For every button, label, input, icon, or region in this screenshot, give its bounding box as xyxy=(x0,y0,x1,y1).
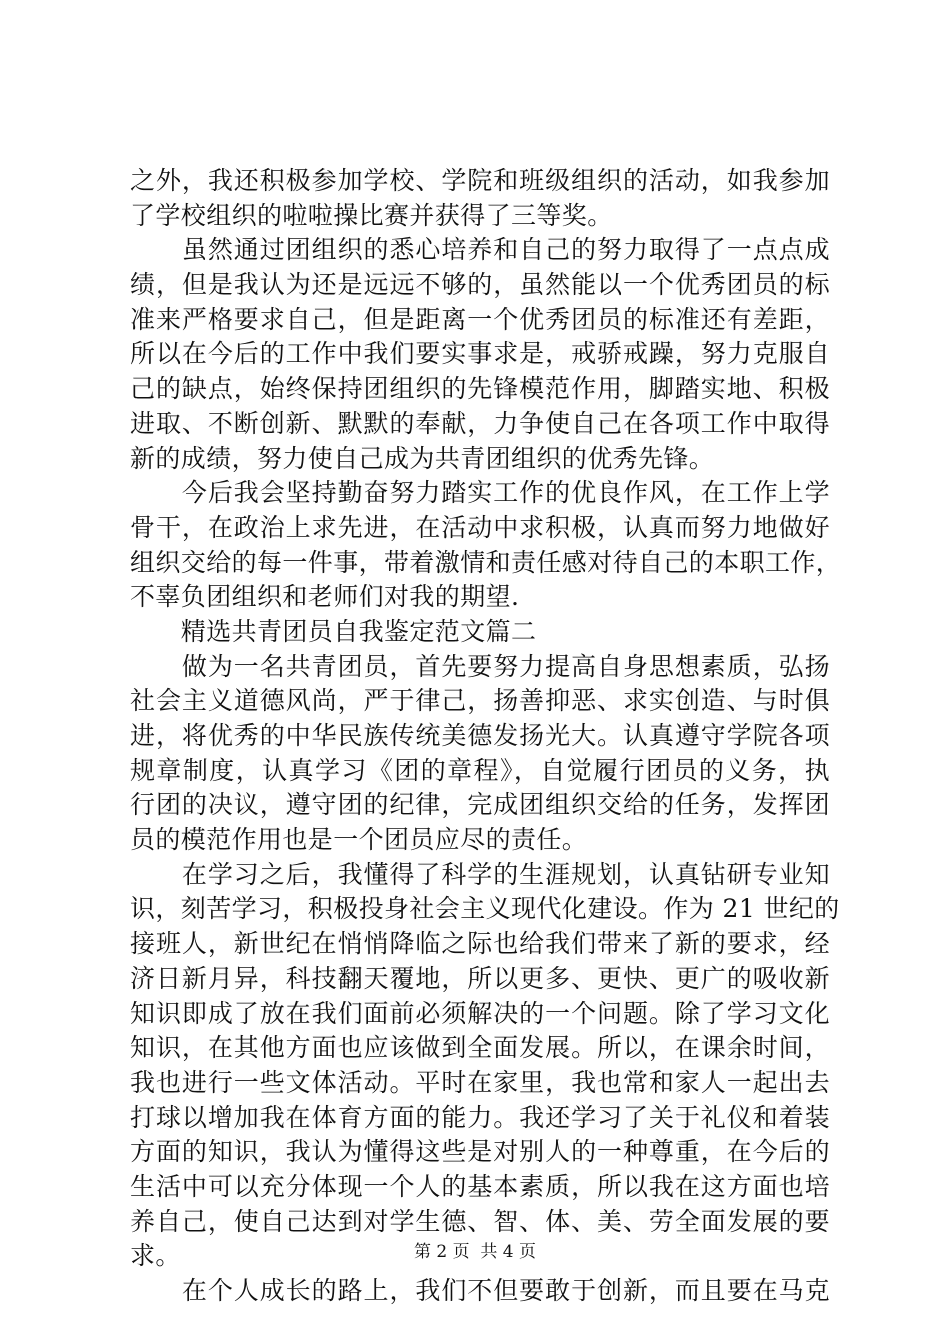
text-line: 识，刻苦学习，积极投身社会主义现代化建设。作为 21 世纪的 xyxy=(130,894,840,924)
page-footer xyxy=(0,1240,950,1264)
text-line: 养自己，使自己达到对学生德、智、体、美、劳全面发展的要 xyxy=(130,1206,830,1236)
text-line: 知识即成了放在我们面前必须解决的一个问题。除了学习文化 xyxy=(130,998,830,1028)
text-line: 进取、不断创新、默默的奉献，力争使自己在各项工作中取得 xyxy=(130,408,830,438)
body-text xyxy=(130,164,842,1309)
text-line: 骨干，在政治上求先进，在活动中求积极，认真而努力地做好 xyxy=(130,512,830,542)
text-line: 打球以增加我在体育方面的能力。我还学习了关于礼仪和着装 xyxy=(130,1102,830,1132)
text-line: 社会主义道德风尚，严于律己，扬善抑恶、求实创造、与时俱 xyxy=(130,686,830,716)
text-line: 济日新月异，科技翻天覆地，所以更多、更快、更广的吸收新 xyxy=(130,963,830,993)
text-line: 进，将优秀的中华民族传统美德发扬光大。认真遵守学院各项 xyxy=(130,721,830,750)
text-line: 行团的决议，遵守团的纪律，完成团组织交给的任务，发挥团 xyxy=(130,790,830,820)
text-line: 在学习之后，我懂得了科学的生涯规划，认真钻研专业知 xyxy=(130,859,830,889)
text-line: 员的模范作用也是一个团员应尽的责任。 xyxy=(130,825,588,855)
text-line: 组织交给的每一件事，带着激情和责任感对待自己的本职工作， xyxy=(130,547,842,577)
text-line: 我也进行一些文体活动。平时在家里，我也常和家人一起出去 xyxy=(130,1067,830,1097)
text-line: 规章制度，认真学习《团的章程》，自觉履行团员的义务，执 xyxy=(130,755,830,785)
text-line: 虽然通过团组织的悉心培养和自己的努力取得了一点点成 xyxy=(130,235,830,265)
text-line: 所以在今后的工作中我们要实事求是，戒骄戒躁，努力克服自 xyxy=(130,339,830,369)
text-line: 今后我会坚持勤奋努力踏实工作的优良作风，在工作上学 xyxy=(130,478,830,508)
text-line: 生活中可以充分体现一个人的基本素质，所以我在这方面也培 xyxy=(130,1171,830,1201)
text-line: 方面的知识，我认为懂得这些是对别人的一种尊重，在今后的 xyxy=(130,1137,830,1167)
text-line: 接班人，新世纪在悄悄降临之际也给我们带来了新的要求，经 xyxy=(130,929,830,959)
text-line: 己的缺点，始终保持团组织的先锋模范作用，脚踏实地、积极 xyxy=(130,374,830,404)
text-line: 不辜负团组织和老师们对我的期望. xyxy=(130,582,520,612)
text-line: 准来严格要求自己，但是距离一个优秀团员的标准还有差距， xyxy=(130,304,830,334)
text-line: 新的成绩，努力使自己成为共青团组织的优秀先锋。 xyxy=(130,443,715,473)
text-line: 了学校组织的啦啦操比赛并获得了三等奖。 xyxy=(130,200,613,230)
text-line: 求。 xyxy=(130,1241,181,1271)
page-number: 第 2 页 共 4 页 xyxy=(413,1242,537,1262)
section-heading: 精选共青团员自我鉴定范文篇二 xyxy=(130,616,537,646)
text-line: 知识，在其他方面也应该做到全面发展。所以，在课余时间， xyxy=(130,1033,830,1063)
text-line: 做为一名共青团员，首先要努力提高自身思想素质，弘扬 xyxy=(130,651,830,681)
text-line: 在个人成长的路上，我们不但要敢于创新，而且要在马克 xyxy=(130,1276,830,1305)
text-line: 绩，但是我认为还是远远不够的，虽然能以一个优秀团员的标 xyxy=(130,270,830,300)
text-line: 之外，我还积极参加学校、学院和班级组织的活动，如我参加 xyxy=(130,166,830,195)
